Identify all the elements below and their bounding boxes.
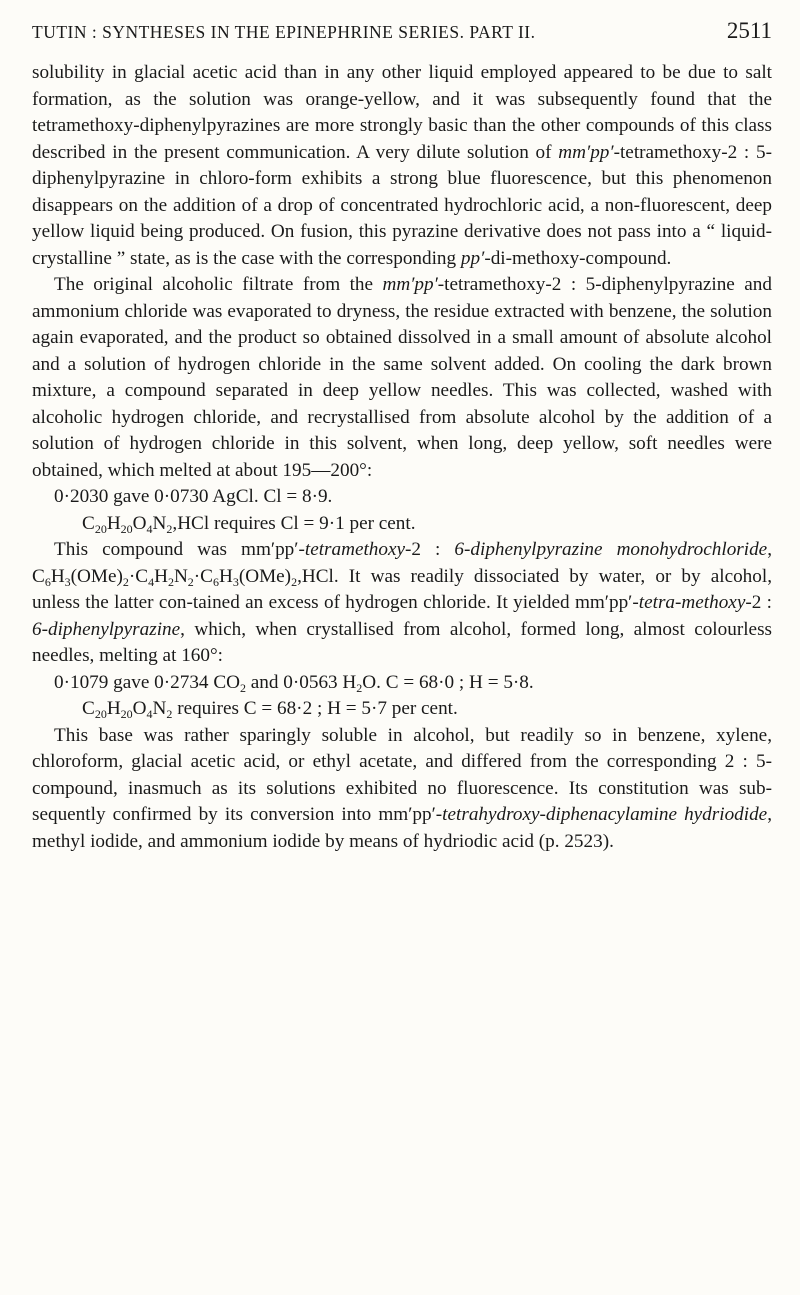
paragraph-2: The original alcoholic filtrate from the mm′pp′-tetramethoxy-2 : 5-diphenylpyrazine and ammonium chloride was evaporated to dryness, the residue extracted with benzene, the solution again evaporated, and the product so obtained dissolved in a small amount of absolute alcohol and a solution of hydrogen chloride in the same solvent added. On cooling the dark brown mixture, a compound separated in deep yellow needles. This was collected, washed with alcoholic hydrogen chloride, and recrystallised from absolute alcohol by the addition of a solution of hydrogen chloride in this solvent, when long, deep yellow, soft needles were obtained, which melted at about 195—200°: [32, 274, 772, 481]
analysis-found-1: 0·2030 gave 0·0730 AgCl. Cl = 8·9. [54, 486, 333, 507]
analysis-found-2: 0·1079 gave 0·2734 $CO_2$ and 0·0563 $H_2O$. C = 68·0 ; H = 5·8. [54, 671, 534, 695]
analysis-required-1: $C_{20}H_{20}O_4N_2,HCl$ requires Cl = 9·1 per cent. [82, 512, 416, 536]
paragraph-3: This compound was mm′pp′-tetramethoxy-2 : 6-diphenylpyrazine monohydrochloride, $C_6H_3(OMe)_2\cdot C_4H_2N_2\cdot C_6H_3(OMe)_2,HCl$. It was readily dissociated by water, or by alcohol, unless the latter con-tained an excess of hydrogen chloride. It yielded mm′pp′-tetra-methoxy-2 : 6-diphenylpyrazine, which, when crystallised from alcohol, formed long, almost colourless needles, melting at 160°: [32, 539, 772, 666]
article-body [32, 60, 772, 855]
analysis-required-2: $C_{20}H_{20}O_4N_2$ requires C = 68·2 ; H = 5·7 per cent. [82, 698, 458, 721]
paragraph-4: This base was rather sparingly soluble in alcohol, but readily so in benzene, xylene, chloroform, glacial acetic acid, or ethyl acetate, and differed from the corresponding 2 : 5-compound, inasmuch as its solutions exhibited no fluorescence. Its constitution was sub-sequently confirmed by its conversion into mm′pp′-tetrahydroxy-diphenacylamine hydriodide, methyl iodide, and ammonium iodide by means of hydriodic acid (p. 2523). [32, 724, 773, 852]
paragraph-1: solubility in glacial acetic acid than in any other liquid employed appeared to be due to salt formation, as the solution was orange-yellow, and it was subsequently found that the tetramethoxy-diphenylpyrazines are more strongly basic than the other compounds of this class described in the present communication. A very dilute solution of mm′pp′-tetramethoxy-2 : 5-diphenylpyrazine in chloro-form exhibits a strong blue fluorescence, but this phenomenon disappears on the addition of a drop of concentrated hydrochloric acid, a non-fluorescent, deep yellow liquid being produced. On fusion, this pyrazine derivative does not pass into a “ liquid-crystalline ” state, as is the case with the corresponding pp′-di-methoxy-compound. [32, 62, 772, 269]
page-number: 2511 [726, 18, 772, 43]
running-title: TUTIN : SYNTHESES IN THE EPINEPHRINE SERIES. PART II. [32, 22, 536, 42]
page-header [32, 18, 772, 44]
